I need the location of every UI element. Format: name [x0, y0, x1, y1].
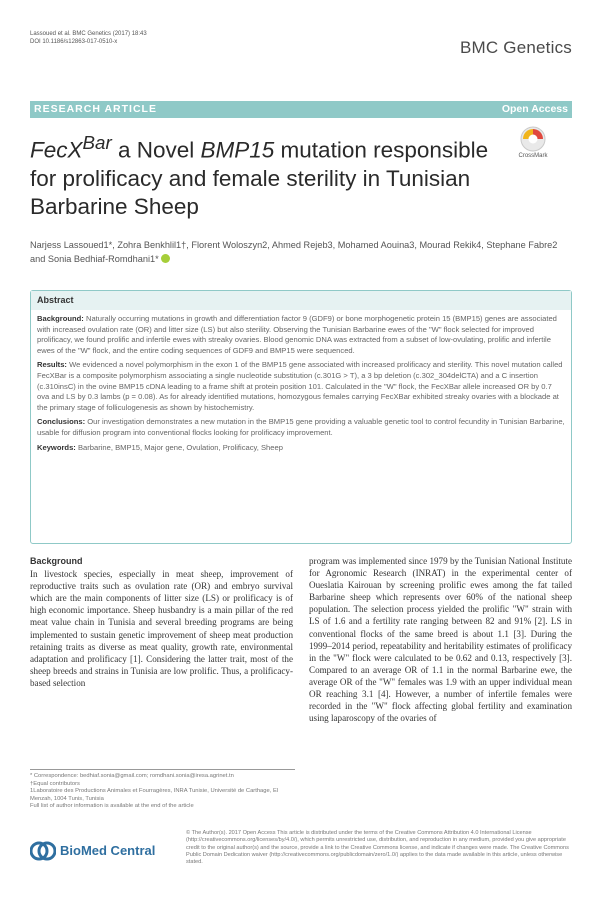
license-text: © The Author(s). 2017 Open Access This article is distributed under the terms of the Creative Commons Attribution 4.0 International License (http://creativecommons.org/licenses/by/4.0/), which permits unrestricted use, distribution, and reproduction in any medium, provided you give appropriate credit to the original author(s) and the source, provide a link to the Creative Commons license, and indicate if changes were made. The Creative Commons Public Domain Dedication waiver (http://creativecommons.org/publicdomain/zero/1.0/) applies to the data made available in this article, unless otherwise stated. — [186, 830, 569, 866]
title-segment: a Novel — [111, 137, 201, 163]
authors-text: Narjess Lassoued1*, Zohra Benkhlil1†, Florent Woloszyn2, Ahmed Rejeb3, Mohamed Aouina3, Mourad Rekik4, Stephane Fabre2 and Sonia Bedhiaf-Romdhani1* — [30, 240, 558, 264]
journal-name: BMC Genetics — [460, 38, 572, 57]
title-gene: BMP15 — [200, 137, 275, 163]
abstract-text: Barbarine, BMP15, Major gene, Ovulation, Prolificacy, Sheep — [77, 442, 283, 452]
biomed-central-text: BioMed Central — [60, 843, 156, 858]
abstract-keywords — [37, 443, 565, 454]
correspondence-note: * Correspondence: bedhiaf.sonia@gmail.com; romdhani.sonia@iresa.agrinet.tn — [30, 773, 234, 779]
crossmark-icon — [520, 126, 546, 152]
abstract-label: Results: — [37, 360, 67, 370]
crossmark-badge[interactable] — [513, 126, 553, 159]
body-paragraph: program was implemented since 1979 by the Tunisian National Institute for Agronomic Research (INRAT) in the experimental center of Oueslatia Kairouan by screening prolific ewes among the fat tailed Barbarine sheep which represents over 60% of the national sheep population. The selection process yielded the prolific "W" strain with LS of 1.6 and a fertility rate ranging between 82 and 91% [2]. LS in conventional flocks of the same breed is about 1.1 [3]. During the 1999–2014 period, repeatability and heritability estimates of prolificacy in the "W" flock were calculated to be 0.62 and 0.13, respectively [3]. Compared to an average OR of 1.1 in the normal Barbarine ewe, the average OR of the "W" females was 1.9 with an upper individual mean OR reaching 3.1 [4]. However, a number of infertile females were recorded in the "W" flock affecting global fertility and examination using laparoscopy of the ovaries of — [309, 556, 572, 724]
orcid-icon[interactable] — [161, 254, 170, 263]
page-meta — [30, 30, 147, 46]
abstract-text: We evidenced a novel polymorphism in the exon 1 of the BMP15 gene associated with increased prolificacy and sterility. This novel mutation called FecXBar is a composite polymorphism associating a single nucleotide substitution (c.301G > T), a 3 bp deletion (c.302_304delCTA) and a C insertion (c.310insC) in the ovine BMP15 cDNA leading to a frame shift at protein position 101. Calculated in the "W" flock, the FecXBar allele increased OR by 0.7 ova and LS by 0.3 lambs (p = 0.08). As for already identified mutations, homozygous females carrying FecXBar exhibited streaky ovaries with a blockade at the primary stage of folliculogenesis as shown by histochemistry. — [37, 360, 563, 412]
biomed-central-icon — [30, 840, 56, 862]
body-paragraph: In livestock species, especially in meat sheep, improvement of reproductive traits such as ovulation rate (OR) and embryo survival which are the main components of litter size (LS) or prolificacy is of high economic importance. Sheep husbandry is a main pillar of the red meat value chain in Tunisia and several breeding programs are being implemented to sustain genetic improvement of sheep meat production retaining traits as diverse as meat quality, growth rate, environmental adaptation and prolificacy [1]. Considering the latter trait, most of the sheep breeds and strains in Tunisia are low prolific. Thus, a prolificacy-based selection — [30, 569, 293, 688]
title-allele: FecX — [30, 137, 83, 163]
full-list-note: Full list of author information is available at the end of the article — [30, 803, 194, 810]
abstract-background — [37, 314, 565, 356]
crossmark-label: CrossMark — [518, 153, 548, 159]
abstract-text: Naturally occurring mutations in growth and differentiation factor 9 (GDF9) or bone morphogenetic protein 15 (BMP15) genes are associated with increased ovulation rate (OR) and litter size (LS) but also sterility. Observing the Tunisian Barbarine ewes of the "W" flock selected for improved prolificacy, we found prolific and infertile ewes with streaky ovaries. Blood genomic DNA was extracted from a subset of low-ovulating, prolific and infertile ewes of the "W" flock, and the entire coding sequences of GDF9 and BMP15 were sequenced. — [37, 314, 557, 355]
abstract-box — [30, 290, 572, 544]
abstract-label: Keywords: — [37, 442, 76, 452]
equal-contributors-note: †Equal contributors — [30, 780, 80, 787]
abstract-heading: Abstract — [31, 291, 571, 310]
abstract-label: Conclusions: — [37, 417, 86, 427]
title-allele-superscript: Bar — [82, 132, 112, 153]
abstract-text: Our investigation demonstrates a new mutation in the BMP15 gene providing a valuable genetic tool to control fecundity in Tunisian Barbarine, usable for diffusion program into conventional flocks looking for prolificacy improvement. — [37, 417, 565, 437]
abstract-label: Background: — [37, 314, 84, 323]
article-type-label: RESEARCH ARTICLE — [34, 103, 157, 115]
article-type-band — [30, 101, 572, 118]
footnotes — [30, 769, 295, 811]
author-list — [30, 238, 570, 266]
biomed-central-logo — [30, 840, 156, 867]
abstract-body — [31, 310, 571, 453]
body-column-right — [309, 555, 572, 724]
abstract-results — [37, 360, 565, 413]
abstract-conclusions — [37, 417, 565, 438]
citation-line: Lassoued et al. BMC Genetics (2017) 18:43 — [30, 31, 147, 37]
body-column-left — [30, 555, 293, 689]
title-segment: mutation responsible for prolificacy and female sterility in Tunisian Barbarine Sheep — [30, 137, 489, 219]
affiliation-note: 1Laboratoire des Productions Animales et Fourragères, INRA Tunisie, Université de Carthage, El Menzah, 1004 Tunis, Tunisia — [30, 788, 279, 802]
open-access-label: Open Access — [501, 103, 568, 115]
section-heading: Background — [30, 556, 83, 566]
doi-line[interactable]: DOI 10.1186/s12863-017-0510-x — [30, 39, 118, 45]
article-title — [30, 129, 500, 221]
